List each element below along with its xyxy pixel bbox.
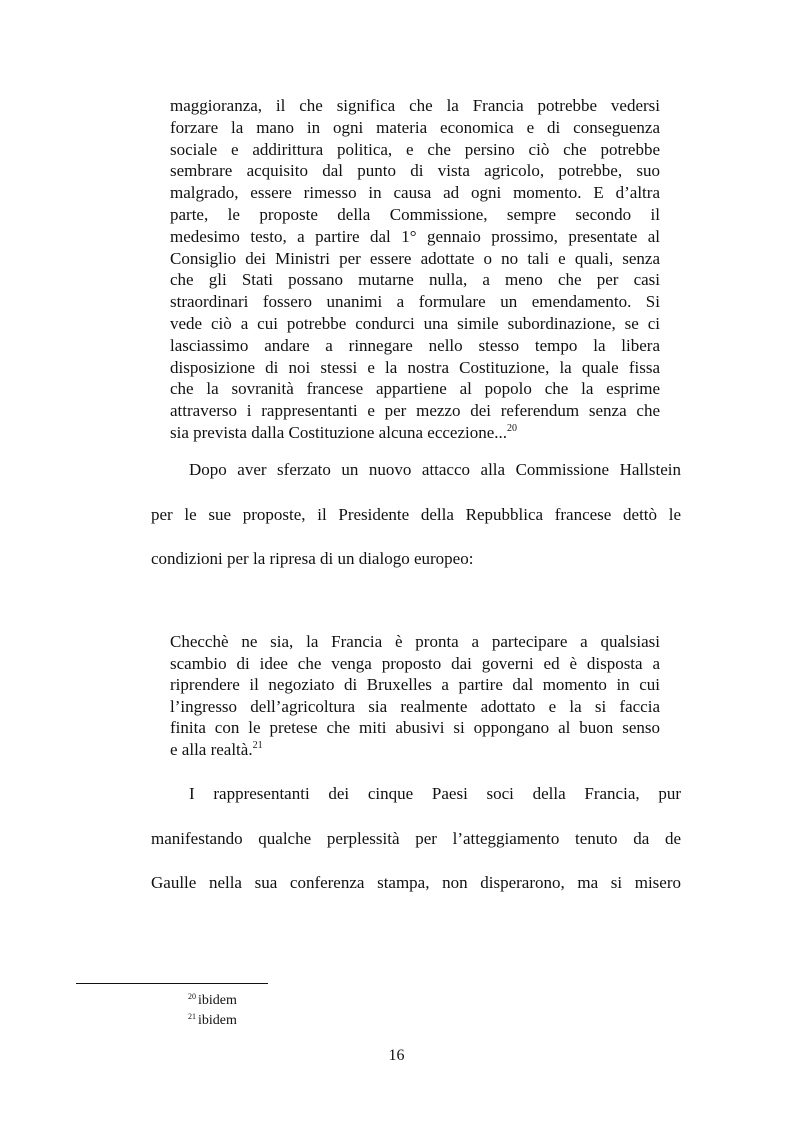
quote-line: parte, le proposte della Commissione, sempre secondo il	[170, 204, 660, 224]
block-quote-2	[170, 631, 660, 760]
footnote-number: 21	[188, 1012, 196, 1021]
quote-line: disposizione di noi stessi e la nostra Costituzione, la quale fissa	[170, 357, 660, 377]
paragraph-line: I rappresentanti dei cinque Paesi soci della Francia, pur	[189, 784, 681, 803]
quote-line: riprendere il negoziato di Bruxelles a partire dal momento in cui	[170, 675, 660, 694]
body-paragraph-2	[151, 772, 681, 906]
quote-line: sociale e addirittura politica, e che persino ciò che potrebbe	[170, 139, 660, 159]
footnotes	[188, 991, 237, 1031]
footnote-text: ibidem	[198, 1013, 237, 1028]
paragraph-line: manifestando qualche perplessità per l’atteggiamento tenuto da de	[151, 828, 681, 848]
footnote-text: ibidem	[198, 993, 237, 1008]
footnote-20	[188, 991, 237, 1011]
quote-line: forzare la mano in ogni materia economica e di conseguenza	[170, 117, 660, 137]
quote-line: malgrado, essere rimesso in causa ad ogni momento. E d’altra	[170, 183, 660, 203]
quote-line: maggioranza, il che significa che la Francia potrebbe vedersi	[170, 96, 660, 115]
quote-line: sembrare acquisito dal punto di vista agricolo, potrebbe, suo	[170, 161, 660, 181]
paragraph-line: condizioni per la ripresa di un dialogo europeo:	[151, 549, 474, 568]
quote-line-text: e alla realtà.	[170, 739, 253, 759]
quote-line: Checchè ne sia, la Francia è pronta a partecipare a qualsiasi	[170, 632, 660, 651]
footnote-number: 20	[188, 992, 196, 1001]
quote-line: che gli Stati possano mutarne nulla, a meno che per casi	[170, 270, 660, 290]
footnote-separator	[76, 983, 268, 984]
paragraph-line: Dopo aver sferzato un nuovo attacco alla Commissione Hallstein	[189, 460, 681, 479]
paragraph-line: per le sue proposte, il Presidente della Repubblica francese dettò le	[151, 504, 681, 524]
quote-line: scambio di idee che venga proposto dai governi ed è disposta a	[170, 653, 660, 673]
quote-line: l’ingresso dell’agricoltura sia realmente adottato e la si faccia	[170, 696, 660, 716]
footnote-21	[188, 1011, 237, 1031]
quote-line-text: sia prevista dalla Costituzione alcuna eccezione...	[170, 422, 508, 442]
quote-line: che la sovranità francese appartiene al popolo che la esprime	[170, 379, 660, 399]
page-number: 16	[388, 1047, 405, 1064]
quote-line	[170, 422, 660, 444]
quote-line: medesimo testo, a partire dal 1° gennaio prossimo, presentate al	[170, 226, 660, 246]
footnote-ref-21[interactable]: 21	[252, 739, 263, 751]
body-paragraph-1	[151, 448, 681, 582]
quote-line: straordinari fossero unanimi a formulare un emendamento. Si	[170, 292, 660, 312]
quote-line: finita con le pretese che miti abusivi si oppongano al buon senso	[170, 718, 660, 737]
quote-line: vede ciò a cui potrebbe condurci una simile subordinazione, se ci	[170, 313, 660, 333]
paragraph-line: Gaulle nella sua conferenza stampa, non disperarono, ma si misero	[151, 873, 681, 892]
quote-line	[170, 739, 660, 761]
quote-line: lasciassimo andare a rinnegare nello stesso tempo la libera	[170, 335, 660, 355]
quote-line: attraverso i rappresentanti e per mezzo dei referendum senza che	[170, 401, 660, 421]
block-quote-1	[170, 95, 660, 444]
quote-line: Consiglio dei Ministri per essere adottate o no tali e quali, senza	[170, 248, 660, 268]
footnote-ref-20[interactable]: 20	[507, 422, 518, 434]
